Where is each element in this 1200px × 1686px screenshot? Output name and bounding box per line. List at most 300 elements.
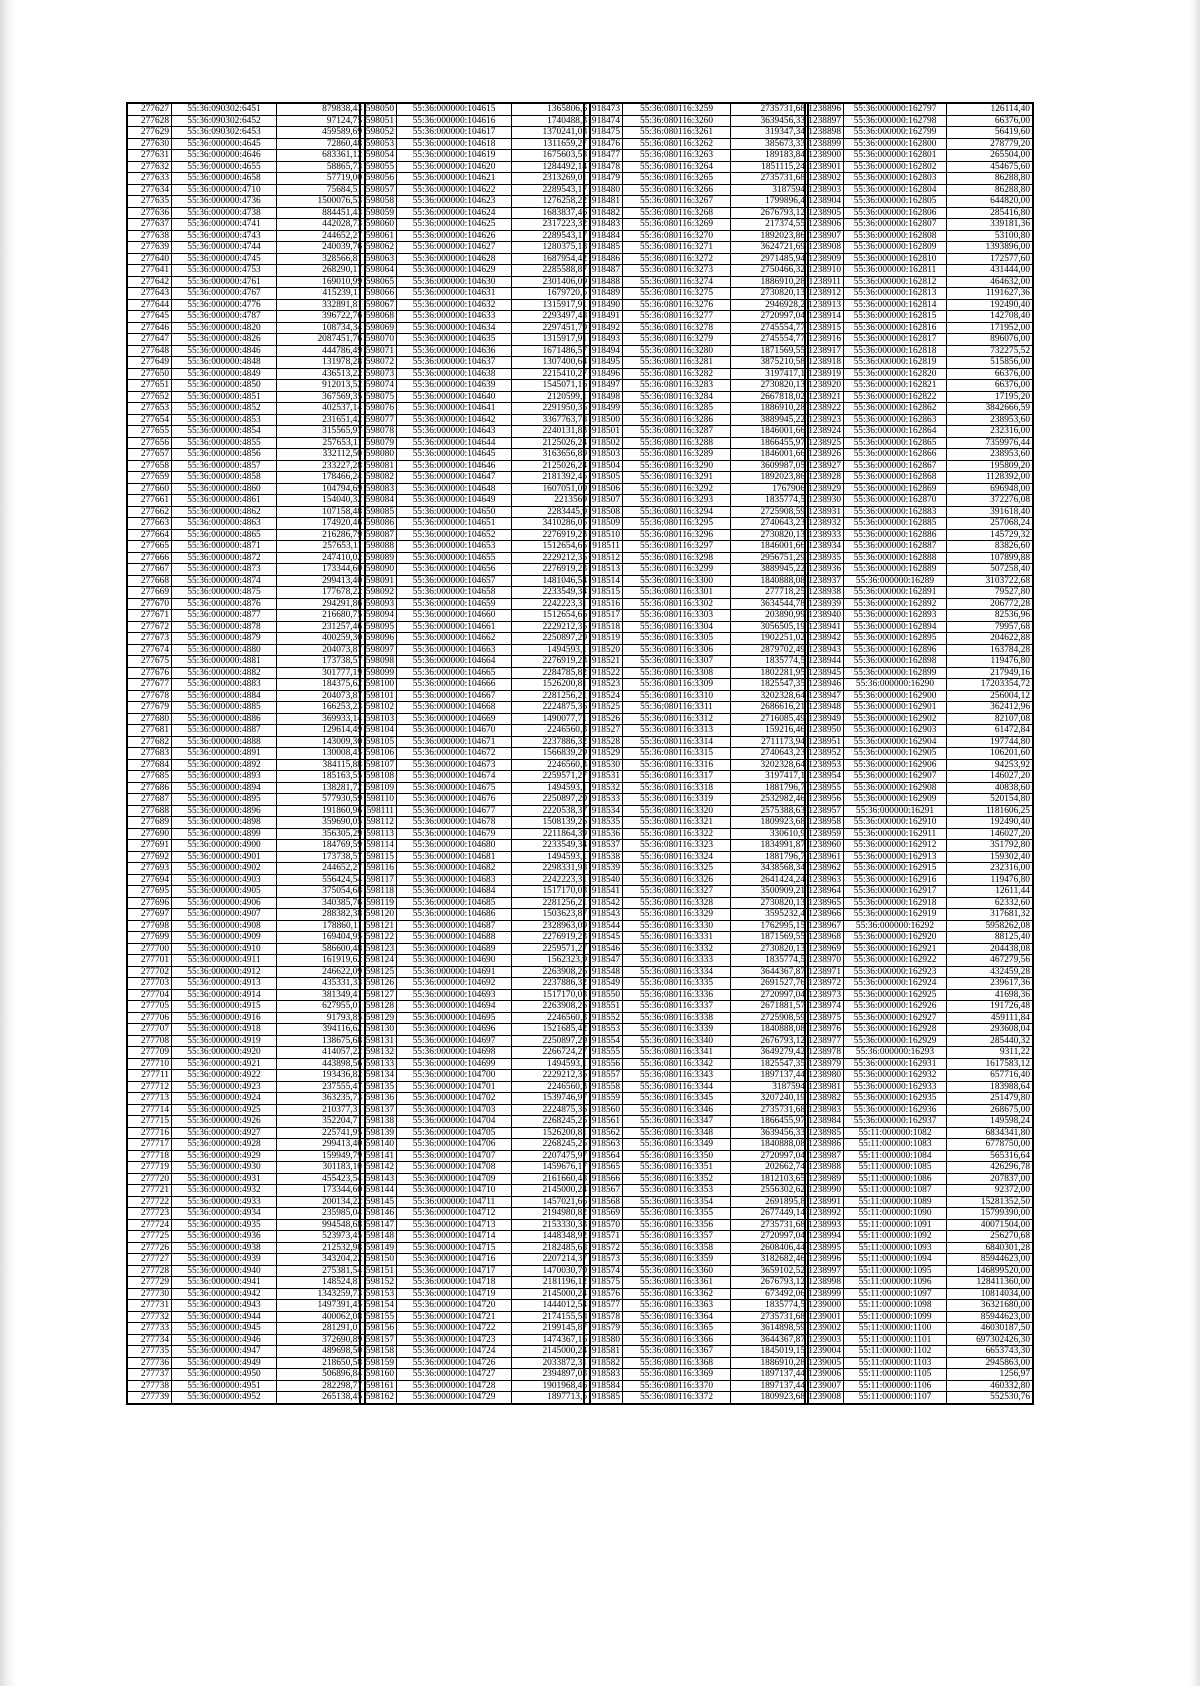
row-id-cell: 1238975 <box>806 1012 844 1024</box>
row-id-cell: 1238957 <box>806 805 844 817</box>
cadastral-value-cell: 2125026,24 <box>512 460 590 472</box>
table-row <box>128 230 365 242</box>
cadastral-number-cell: 55:36:000000:162811 <box>844 265 947 277</box>
cadastral-number-cell: 55:36:000000:4935 <box>172 1219 277 1231</box>
cadastral-value-cell: 61472,84 <box>947 725 1033 737</box>
cadastral-value-cell: 171952,00 <box>947 322 1033 334</box>
table-row <box>585 1300 808 1312</box>
table-row <box>806 1254 1033 1266</box>
table-row <box>361 345 590 357</box>
cadastral-value-cell: 317681,32 <box>947 909 1033 921</box>
cadastral-value-cell: 3634544,78 <box>731 598 808 610</box>
cadastral-value-cell: 2608406,44 <box>731 1242 808 1254</box>
table-row <box>806 863 1033 875</box>
cadastral-number-cell: 55:36:080116:3284 <box>623 391 731 403</box>
row-id-cell: 1238900 <box>806 150 844 162</box>
table-row <box>128 196 365 208</box>
table-row <box>585 1035 808 1047</box>
row-id-cell: 598104 <box>361 725 397 737</box>
table-row <box>585 414 808 426</box>
table-row <box>128 817 365 829</box>
cadastral-value-cell: 1517170,03 <box>512 989 590 1001</box>
row-id-cell: 598100 <box>361 679 397 691</box>
table-row <box>806 621 1033 633</box>
row-id-cell: 598087 <box>361 529 397 541</box>
table-row <box>128 127 365 139</box>
table-row <box>361 391 590 403</box>
cadastral-number-cell: 55:36:000000:104637 <box>397 357 512 369</box>
cadastral-value-cell: 1825547,35 <box>731 1058 808 1070</box>
row-id-cell: 918479 <box>585 173 623 185</box>
table-row <box>806 713 1033 725</box>
table-row <box>128 805 365 817</box>
cadastral-value-cell: 2246560,3 <box>512 759 590 771</box>
table-row <box>806 518 1033 530</box>
row-id-cell: 277644 <box>128 299 172 311</box>
table-row <box>806 1369 1033 1381</box>
cadastral-number-cell: 55:36:080116:3338 <box>623 1012 731 1024</box>
row-id-cell: 1238965 <box>806 897 844 909</box>
cadastral-value-cell: 191860,96 <box>277 805 365 817</box>
row-id-cell: 1239005 <box>806 1357 844 1369</box>
row-id-cell: 918575 <box>585 1277 623 1289</box>
cadastral-value-cell: 3659102,52 <box>731 1265 808 1277</box>
table-row <box>128 288 365 300</box>
table-row <box>361 483 590 495</box>
cadastral-number-cell: 55:36:000000:4856 <box>172 449 277 461</box>
cadastral-number-cell: 55:11:000000:1086 <box>844 1173 947 1185</box>
cadastral-number-cell: 55:36:080116:3309 <box>623 679 731 691</box>
cadastral-value-cell: 1481046,54 <box>512 575 590 587</box>
table-row <box>585 449 808 461</box>
cadastral-value-cell: 2720997,04 <box>731 1231 808 1243</box>
table-row <box>585 552 808 564</box>
cadastral-value-cell: 683361,12 <box>277 150 365 162</box>
table-row <box>585 621 808 633</box>
cadastral-value-cell: 442028,73 <box>277 219 365 231</box>
row-id-cell: 918562 <box>585 1127 623 1139</box>
cadastral-number-cell: 55:36:000000:4901 <box>172 851 277 863</box>
cadastral-number-cell: 55:11:000000:1089 <box>844 1196 947 1208</box>
cadastral-value-cell: 1871569,55 <box>731 345 808 357</box>
table-row <box>361 437 590 449</box>
table-row <box>806 633 1033 645</box>
cadastral-number-cell: 55:36:080116:3349 <box>623 1139 731 1151</box>
row-id-cell: 598091 <box>361 575 397 587</box>
table-row <box>128 943 365 955</box>
cadastral-value-cell: 332891,81 <box>277 299 365 311</box>
cadastral-number-cell: 55:36:000000:4854 <box>172 426 277 438</box>
row-id-cell: 598120 <box>361 909 397 921</box>
row-id-cell: 277735 <box>128 1346 172 1358</box>
row-id-cell: 598070 <box>361 334 397 346</box>
cadastral-number-cell: 55:36:080116:3293 <box>623 495 731 507</box>
cadastral-number-cell: 55:36:080116:3324 <box>623 851 731 863</box>
cadastral-value-cell: 1181606,25 <box>947 805 1033 817</box>
table-row <box>361 138 590 150</box>
cadastral-value-cell: 2268245,25 <box>512 1116 590 1128</box>
cadastral-value-cell: 130008,45 <box>277 748 365 760</box>
table-row <box>585 529 808 541</box>
cadastral-number-cell: 55:36:000000:104701 <box>397 1081 512 1093</box>
row-id-cell: 1239000 <box>806 1300 844 1312</box>
table-row <box>806 679 1033 691</box>
cadastral-number-cell: 55:36:080116:3263 <box>623 150 731 162</box>
table-row <box>128 1392 365 1404</box>
row-id-cell: 1238968 <box>806 932 844 944</box>
table-row <box>128 299 365 311</box>
row-id-cell: 1238954 <box>806 771 844 783</box>
cadastral-number-cell: 55:36:000000:104661 <box>397 621 512 633</box>
cadastral-number-cell: 55:36:000000:104705 <box>397 1127 512 1139</box>
table-row <box>585 771 808 783</box>
cadastral-number-cell: 55:36:080116:3340 <box>623 1035 731 1047</box>
cadastral-number-cell: 55:36:000000:4898 <box>172 817 277 829</box>
table-row <box>128 1047 365 1059</box>
cadastral-number-cell: 55:36:000000:4928 <box>172 1139 277 1151</box>
row-id-cell: 918488 <box>585 276 623 288</box>
row-id-cell: 918559 <box>585 1093 623 1105</box>
row-id-cell: 918534 <box>585 805 623 817</box>
row-id-cell: 598075 <box>361 391 397 403</box>
table-row <box>806 966 1033 978</box>
cadastral-value-cell: 1846001,66 <box>731 449 808 461</box>
cadastral-value-cell: 339181,36 <box>947 219 1033 231</box>
table-row <box>806 138 1033 150</box>
cadastral-value-cell: 129614,49 <box>277 725 365 737</box>
table-row <box>361 1070 590 1082</box>
cadastral-value-cell: 278779,20 <box>947 138 1033 150</box>
table-row <box>128 1012 365 1024</box>
table-row <box>128 1380 365 1392</box>
table-row <box>806 1346 1033 1358</box>
cadastral-value-cell: 359690,05 <box>277 817 365 829</box>
row-id-cell: 277729 <box>128 1277 172 1289</box>
cadastral-number-cell: 55:36:080116:3365 <box>623 1323 731 1335</box>
cadastral-value-cell: 2394897,03 <box>512 1369 590 1381</box>
cadastral-number-cell: 55:36:000000:162936 <box>844 1104 947 1116</box>
cadastral-value-cell: 233227,28 <box>277 460 365 472</box>
row-id-cell: 277639 <box>128 242 172 254</box>
cadastral-value-cell: 92372,00 <box>947 1185 1033 1197</box>
cadastral-value-cell: 1802281,95 <box>731 667 808 679</box>
row-id-cell: 598076 <box>361 403 397 415</box>
row-id-cell: 277708 <box>128 1035 172 1047</box>
cadastral-value-cell: 200134,22 <box>277 1196 365 1208</box>
cadastral-number-cell: 55:36:000000:4861 <box>172 495 277 507</box>
cadastral-number-cell: 55:36:000000:104702 <box>397 1093 512 1105</box>
cadastral-number-cell: 55:36:000000:4645 <box>172 138 277 150</box>
table-row <box>806 230 1033 242</box>
cadastral-value-cell: 2281256,21 <box>512 690 590 702</box>
cadastral-value-cell: 1512654,65 <box>512 541 590 553</box>
table-row <box>806 1357 1033 1369</box>
cadastral-value-cell: 1767906 <box>731 483 808 495</box>
table-row <box>128 414 365 426</box>
cadastral-number-cell: 55:36:080116:3339 <box>623 1024 731 1036</box>
table-row <box>361 943 590 955</box>
table-row <box>361 794 590 806</box>
row-id-cell: 1238917 <box>806 345 844 357</box>
row-id-cell: 1238910 <box>806 265 844 277</box>
row-id-cell: 598119 <box>361 897 397 909</box>
row-id-cell: 918523 <box>585 679 623 691</box>
table-row <box>806 529 1033 541</box>
cadastral-value-cell: 2740643,23 <box>731 518 808 530</box>
table-row <box>585 173 808 185</box>
cadastral-number-cell: 55:36:000000:104621 <box>397 173 512 185</box>
row-id-cell: 598083 <box>361 483 397 495</box>
cadastral-number-cell: 55:36:000000:104617 <box>397 127 512 139</box>
cadastral-value-cell: 154040,32 <box>277 495 365 507</box>
cadastral-number-cell: 55:36:000000:162906 <box>844 759 947 771</box>
table-row <box>361 460 590 472</box>
row-id-cell: 598128 <box>361 1001 397 1013</box>
cadastral-number-cell: 55:11:000000:1082 <box>844 1127 947 1139</box>
cadastral-number-cell: 55:36:000000:104683 <box>397 874 512 886</box>
table-row <box>585 725 808 737</box>
cadastral-number-cell: 55:36:080116:3301 <box>623 587 731 599</box>
table-row <box>361 242 590 254</box>
cadastral-value-cell: 459111,84 <box>947 1012 1033 1024</box>
cadastral-number-cell: 55:36:080116:3348 <box>623 1127 731 1139</box>
cadastral-number-cell: 55:36:090302:6452 <box>172 115 277 127</box>
row-id-cell: 918529 <box>585 748 623 760</box>
table-row <box>585 1288 808 1300</box>
cadastral-number-cell: 55:36:000000:4865 <box>172 529 277 541</box>
cadastral-number-cell: 55:36:000000:162935 <box>844 1093 947 1105</box>
row-id-cell: 277642 <box>128 276 172 288</box>
row-id-cell: 277660 <box>128 483 172 495</box>
table-row <box>361 805 590 817</box>
table-row <box>128 840 365 852</box>
table-row <box>585 713 808 725</box>
cadastral-number-cell: 55:36:000000:162813 <box>844 288 947 300</box>
cadastral-number-cell: 55:36:000000:104713 <box>397 1219 512 1231</box>
cadastral-number-cell: 55:36:000000:4922 <box>172 1070 277 1082</box>
row-id-cell: 1238988 <box>806 1162 844 1174</box>
registry-table-block-4 <box>804 102 1034 1405</box>
table-row <box>361 1047 590 1059</box>
cadastral-number-cell: 55:36:000000:4886 <box>172 713 277 725</box>
table-row <box>361 426 590 438</box>
table-row <box>128 1070 365 1082</box>
cadastral-value-cell: 185163,55 <box>277 771 365 783</box>
cadastral-number-cell: 55:36:000000:162819 <box>844 357 947 369</box>
cadastral-value-cell: 1809923,68 <box>731 817 808 829</box>
cadastral-value-cell: 169404,95 <box>277 932 365 944</box>
cadastral-value-cell: 2145000,24 <box>512 1346 590 1358</box>
row-id-cell: 598146 <box>361 1208 397 1220</box>
table-row <box>806 759 1033 771</box>
table-row <box>361 1001 590 1013</box>
cadastral-value-cell: 66376,00 <box>947 115 1033 127</box>
cadastral-value-cell: 3639456,33 <box>731 1127 808 1139</box>
cadastral-number-cell: 55:36:000000:104634 <box>397 322 512 334</box>
cadastral-value-cell: 40838,60 <box>947 782 1033 794</box>
table-row <box>806 322 1033 334</box>
table-row <box>361 932 590 944</box>
row-id-cell: 277666 <box>128 552 172 564</box>
cadastral-value-cell: 231257,46 <box>277 621 365 633</box>
table-row <box>361 288 590 300</box>
row-id-cell: 1239007 <box>806 1380 844 1392</box>
row-id-cell: 277704 <box>128 989 172 1001</box>
cadastral-number-cell: 55:36:000000:4761 <box>172 276 277 288</box>
table-row <box>585 506 808 518</box>
cadastral-number-cell: 55:36:000000:4753 <box>172 265 277 277</box>
table-row <box>806 1334 1033 1346</box>
cadastral-value-cell: 2246560,3 <box>512 1081 590 1093</box>
table-row <box>128 380 365 392</box>
table-row <box>806 736 1033 748</box>
table-row <box>128 541 365 553</box>
table-row <box>585 1196 808 1208</box>
cadastral-value-cell: 2181392,45 <box>512 472 590 484</box>
table-row <box>806 782 1033 794</box>
row-id-cell: 1238969 <box>806 943 844 955</box>
row-id-cell: 1238958 <box>806 817 844 829</box>
row-id-cell: 1238932 <box>806 518 844 530</box>
table-row <box>128 345 365 357</box>
cadastral-value-cell: 3614898,59 <box>731 1323 808 1335</box>
cadastral-number-cell: 55:36:000000:162870 <box>844 495 947 507</box>
cadastral-number-cell: 55:11:000000:1084 <box>844 1150 947 1162</box>
table-row <box>361 1081 590 1093</box>
table-row <box>585 1369 808 1381</box>
cadastral-number-cell: 55:36:000000:104681 <box>397 851 512 863</box>
cadastral-value-cell: 1617583,12 <box>947 1058 1033 1070</box>
row-id-cell: 277725 <box>128 1231 172 1243</box>
row-id-cell: 598102 <box>361 702 397 714</box>
row-id-cell: 598058 <box>361 196 397 208</box>
cadastral-number-cell: 55:36:000000:104619 <box>397 150 512 162</box>
row-id-cell: 1238966 <box>806 909 844 921</box>
row-id-cell: 277702 <box>128 966 172 978</box>
cadastral-value-cell: 1311659,27 <box>512 138 590 150</box>
cadastral-number-cell: 55:36:080116:3304 <box>623 621 731 633</box>
cadastral-number-cell: 55:36:000000:4913 <box>172 978 277 990</box>
row-id-cell: 277652 <box>128 391 172 403</box>
cadastral-value-cell: 247410,02 <box>277 552 365 564</box>
cadastral-value-cell: 2730820,13 <box>731 897 808 909</box>
cadastral-value-cell: 2233549,34 <box>512 587 590 599</box>
cadastral-value-cell: 2575388,63 <box>731 805 808 817</box>
table-row <box>585 679 808 691</box>
table-row <box>585 288 808 300</box>
cadastral-number-cell: 55:36:000000:104675 <box>397 782 512 794</box>
table-row <box>128 104 365 116</box>
cadastral-value-cell: 2735731,68 <box>731 1311 808 1323</box>
row-id-cell: 1238978 <box>806 1047 844 1059</box>
cadastral-value-cell: 106201,60 <box>947 748 1033 760</box>
table-row <box>806 828 1033 840</box>
cadastral-number-cell: 55:36:080116:3333 <box>623 955 731 967</box>
cadastral-number-cell: 55:36:000000:104629 <box>397 265 512 277</box>
cadastral-number-cell: 55:36:000000:4939 <box>172 1254 277 1266</box>
table-row <box>806 610 1033 622</box>
table-row <box>585 138 808 150</box>
table-row <box>806 345 1033 357</box>
table-row <box>361 334 590 346</box>
cadastral-value-cell: 79957,68 <box>947 621 1033 633</box>
cadastral-value-cell: 2237886,32 <box>512 978 590 990</box>
cadastral-value-cell: 88125,40 <box>947 932 1033 944</box>
cadastral-value-cell: 332112,50 <box>277 449 365 461</box>
table-row <box>128 449 365 461</box>
cadastral-number-cell: 55:11:000000:1105 <box>844 1369 947 1381</box>
cadastral-number-cell: 55:36:080116:3268 <box>623 207 731 219</box>
table-row <box>806 380 1033 392</box>
cadastral-number-cell: 55:36:000000:162809 <box>844 242 947 254</box>
row-id-cell: 918485 <box>585 242 623 254</box>
cadastral-number-cell: 55:36:000000:104646 <box>397 460 512 472</box>
table-row <box>128 1242 365 1254</box>
row-id-cell: 277627 <box>128 104 172 116</box>
table-row <box>361 909 590 921</box>
cadastral-value-cell: 66376,00 <box>947 380 1033 392</box>
cadastral-number-cell: 55:36:000000:4881 <box>172 656 277 668</box>
cadastral-value-cell: 657716,40 <box>947 1070 1033 1082</box>
cadastral-number-cell: 55:36:000000:162820 <box>844 368 947 380</box>
row-id-cell: 277709 <box>128 1047 172 1059</box>
row-id-cell: 598153 <box>361 1288 397 1300</box>
table-row <box>128 713 365 725</box>
table-row <box>128 610 365 622</box>
row-id-cell: 598098 <box>361 656 397 668</box>
cadastral-value-cell: 159302,40 <box>947 851 1033 863</box>
cadastral-value-cell: 2145000,24 <box>512 1185 590 1197</box>
cadastral-number-cell: 55:36:000000:162817 <box>844 334 947 346</box>
row-id-cell: 918546 <box>585 943 623 955</box>
cadastral-number-cell: 55:36:000000:104628 <box>397 253 512 265</box>
table-row <box>585 1380 808 1392</box>
row-id-cell: 277656 <box>128 437 172 449</box>
cadastral-number-cell: 55:36:000000:16292 <box>844 920 947 932</box>
cadastral-value-cell: 1494593,1 <box>512 782 590 794</box>
row-id-cell: 277690 <box>128 828 172 840</box>
row-id-cell: 918514 <box>585 575 623 587</box>
table-row <box>806 1311 1033 1323</box>
row-id-cell: 1238972 <box>806 978 844 990</box>
table-row <box>806 1058 1033 1070</box>
table-row <box>361 1150 590 1162</box>
cadastral-value-cell: 178860,11 <box>277 920 365 932</box>
cadastral-number-cell: 55:36:080116:3359 <box>623 1254 731 1266</box>
row-id-cell: 598131 <box>361 1035 397 1047</box>
cadastral-number-cell: 55:36:080116:3302 <box>623 598 731 610</box>
table-row <box>806 506 1033 518</box>
cadastral-number-cell: 55:36:000000:4858 <box>172 472 277 484</box>
row-id-cell: 598065 <box>361 276 397 288</box>
row-id-cell: 277646 <box>128 322 172 334</box>
table-row <box>361 725 590 737</box>
cadastral-value-cell: 2313269,01 <box>512 173 590 185</box>
cadastral-value-cell: 1284492,14 <box>512 161 590 173</box>
cadastral-value-cell: 3609987,05 <box>731 460 808 472</box>
cadastral-value-cell: 3500909,21 <box>731 886 808 898</box>
row-id-cell: 277676 <box>128 667 172 679</box>
row-id-cell: 598071 <box>361 345 397 357</box>
cadastral-number-cell: 55:36:000000:162805 <box>844 196 947 208</box>
row-id-cell: 277667 <box>128 564 172 576</box>
cadastral-value-cell: 72860,48 <box>277 138 365 150</box>
cadastral-number-cell: 55:36:080116:3281 <box>623 357 731 369</box>
row-id-cell: 598136 <box>361 1093 397 1105</box>
cadastral-value-cell: 381349,41 <box>277 989 365 1001</box>
table-row <box>128 874 365 886</box>
cadastral-number-cell: 55:36:000000:104728 <box>397 1380 512 1392</box>
